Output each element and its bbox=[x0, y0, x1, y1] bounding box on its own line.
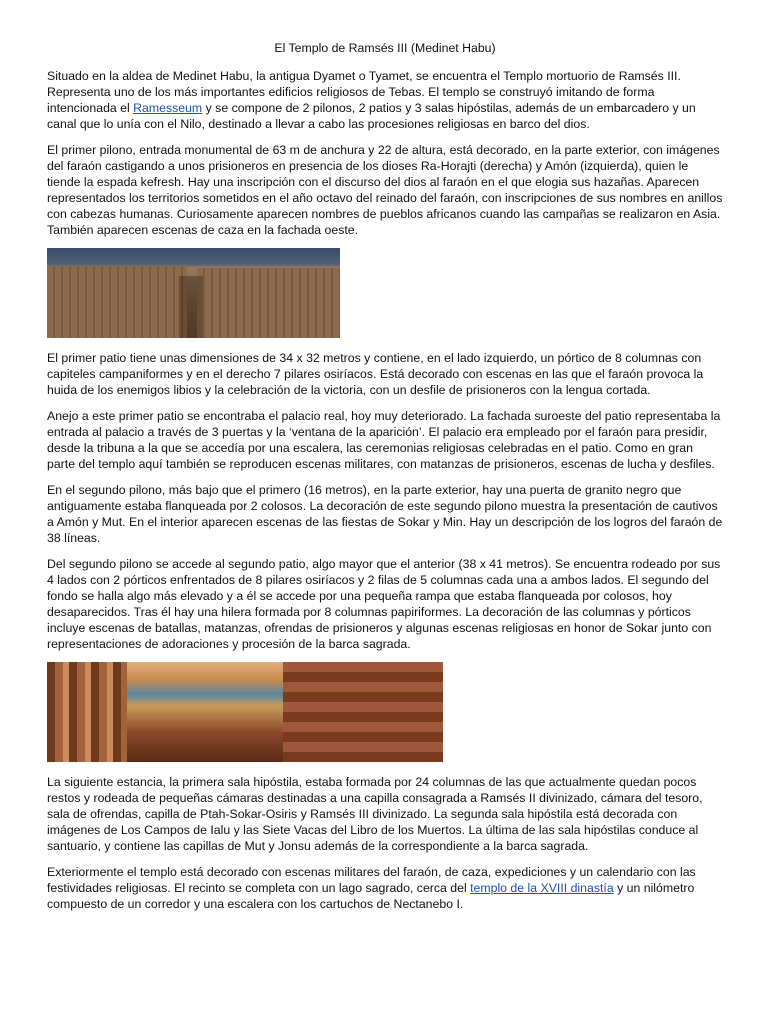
paragraph-first-court: El primer patio tiene unas dimensiones de 34 x 32 metros y contiene, en el lado izquierdo, un pórtico de 8 columnas con capiteles campaniformes y en el derecho 7 pilares osiríacos. Está decorado con escenas en las que el faraón provoca la huida de los enemigos libios y la celebración de la victoria, con un desfile de prisioneros con la lengua cortada. bbox=[47, 351, 704, 397]
paragraph-text: y se compone de 2 pilonos, 2 patios y 3 salas hipóstilas, además de un embarcadero y un canal que lo unía con el Nilo, destinado a llevar a cabo las procesiones religiosas en barco del dios. bbox=[47, 101, 696, 131]
paragraph-intro bbox=[47, 68, 723, 132]
temple-interior-photos bbox=[47, 662, 443, 762]
columns-photo bbox=[47, 662, 127, 762]
document-title: El Templo de Ramsés III (Medinet Habu) bbox=[274, 41, 496, 55]
paragraph-text: y un nilómetro compuesto de un corredor y una escalera con los cartuchos de Nectanebo I. bbox=[47, 881, 695, 911]
document-page bbox=[47, 40, 723, 922]
paragraph-text: Exteriormente el templo está decorado con escenas militares del faraón, de caza, expediciones y un calendario con las festividades religiosas. El recinto se completa con un lago sagrado, cerca del bbox=[47, 865, 696, 895]
paragraph-second-pylon: En el segundo pilono, más bajo que el primero (16 metros), en la parte exterior, hay una puerta de granito negro que antiguamente estaba flanqueada por 2 colosos. La decoración de este segundo pilono muestra la presentación de cautivos a Amón y Mut. En el interior aparecen escenas de las fiestas de Sokar y Min. Hay un descripción de los logros del faraón de 38 líneas. bbox=[47, 483, 723, 545]
paragraph-hypostyle-halls: La siguiente estancia, la primera sala hipóstila, estaba formada por 24 columnas de las que actualmente quedan pocos restos y rodeada de pequeñas cámaras destinadas a una capilla consagrada a Ramsés II divinizado, cámara del tesoro, sala de ofrendas, capilla de Ptah-Sokar-Osiris y Ramsés III divinizado. La segunda sala hipóstila está decorada con imágenes de Los Campos de Ialu y las Siete Vacas del Libro de los Muertos. La última de las sala hipóstilas conduce al santuario, y contiene las capillas de Mut y Jonsu además de la correspondiente a la barca sagrada. bbox=[47, 775, 703, 853]
paragraph-royal-palace: Anejo a este primer patio se encontraba el palacio real, hoy muy deteriorado. La fachada suroeste del patio representaba la entrada al palacio a través de 3 puertas y la ‘ventana de la aparición’. El palacio era empleado por el faraón para presidir, desde la tribuna a la que se accedía por una escalera, las ceremonias religiosas celebradas en el patio. Como en gran parte del templo aquí también se reproducen escenas militares, con matanzas de prisioneros, escenas de lucha y desfiles. bbox=[47, 409, 721, 471]
paragraph-text: Situado en la aldea de Medinet Habu, la antigua Dyamet o Tyamet, se encuentra el Templo mortuorio de Ramsés III. Representa uno de los más importantes edificios religiosos de Tebas. El templo se construyó imitando de forma intencionada el bbox=[47, 69, 681, 115]
paragraph-first-pylon: El primer pilono, entrada monumental de 63 m de anchura y 22 de altura, está decorado, en la parte exterior, con imágenes del faraón castigando a unos prisioneros en presencia de los dioses Ra-Horajti (derecha) y Amón (izquierda), quien le tiende la espada kefresh. Hay una inscripción con el discurso del dios al faraón en el que elogia sus hazañas. Aparecen representados los territorios sometidos en el año octavo del reinado del faraón, con inscripciones de sus nombres en anillos con cabezas humanas. Curiosamente aparecen nombres de pueblos africanos cuando las campañas se realizaron en Asia. También aparecen escenas de caza en la fachada oeste. bbox=[47, 143, 723, 237]
paragraph-second-court: Del segundo pilono se accede al segundo patio, algo mayor que el anterior (38 x 41 metros). Se encuentra rodeado por sus 4 lados con 2 pórticos enfrentados de 8 pilares osiríacos y 2 filas de 5 columnas cada una a ambos lados. El segundo del fondo se halla algo más elevado y a él se accede por una pequeña rampa que estaba flanqueada por colosos, hoy desaparecidos. Tras él hay una hilera formada por 8 columnas papiriformes. La decoración de las columnas y pórticos incluye escenas de batallas, matanzas, ofrendas de prisioneros y algunas escenas religiosas en honor de Sokar junto con representaciones de adoraciones y procesión de la barca sagrada. bbox=[47, 557, 721, 651]
ramesseum-link[interactable]: Ramesseum bbox=[133, 101, 203, 115]
relief-photo bbox=[283, 662, 443, 762]
ceiling-photo bbox=[127, 662, 283, 762]
first-pylon-photo bbox=[47, 248, 340, 338]
paragraph-exterior bbox=[47, 864, 723, 912]
xviii-dynasty-temple-link[interactable]: templo de la XVIII dinastía bbox=[470, 881, 614, 895]
